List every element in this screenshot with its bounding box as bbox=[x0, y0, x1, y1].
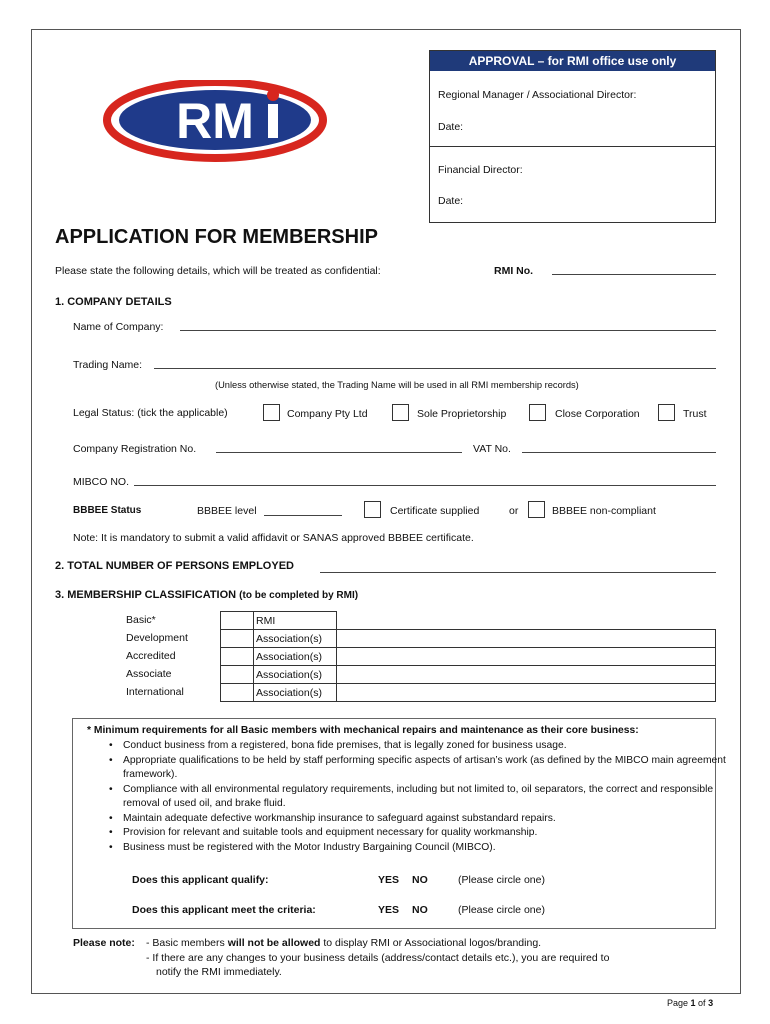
table-row bbox=[221, 648, 716, 666]
class-label-development: Development bbox=[126, 632, 188, 644]
non-compliant-label: BBBEE non-compliant bbox=[552, 505, 656, 517]
bbbee-status-label: BBBEE Status bbox=[73, 505, 142, 516]
class-type-cell: RMI bbox=[254, 612, 337, 630]
bbbee-note: Note: It is mandatory to submit a valid affidavit or SANAS approved BBBEE certificate. bbox=[73, 532, 474, 544]
classification-table bbox=[220, 611, 716, 702]
sole-proprietorship-checkbox[interactable] bbox=[392, 404, 409, 421]
intro-text: Please state the following details, which will be treated as confidential: bbox=[55, 265, 381, 277]
or-label: or bbox=[509, 505, 519, 517]
class-label-associate: Associate bbox=[126, 668, 172, 680]
please-note-line1-a: - Basic members bbox=[146, 937, 228, 949]
section3-heading bbox=[55, 589, 358, 601]
trading-name-note: (Unless otherwise stated, the Trading Name will be used in all RMI membership records) bbox=[215, 380, 579, 390]
table-row bbox=[221, 612, 716, 630]
date-label-1: Date: bbox=[438, 121, 464, 133]
close-corporation-checkbox[interactable] bbox=[529, 404, 546, 421]
please-note-line2: - If there are any changes to your business details (address/contact details etc.), you are required to bbox=[146, 952, 610, 964]
requirements-list bbox=[73, 739, 755, 855]
requirements-heading: * Minimum requirements for all Basic members with mechanical repairs and maintenance as their core business: bbox=[87, 725, 639, 736]
class-tick-cell[interactable] bbox=[221, 648, 254, 666]
close-corporation-label: Close Corporation bbox=[555, 408, 640, 420]
class-detail-cell[interactable] bbox=[337, 630, 716, 648]
qualify-no[interactable]: NO bbox=[412, 874, 428, 886]
criteria-circle-note: (Please circle one) bbox=[458, 904, 545, 916]
trust-label: Trust bbox=[683, 408, 707, 420]
company-pty-checkbox[interactable] bbox=[263, 404, 280, 421]
qualify-yes[interactable]: YES bbox=[378, 874, 400, 886]
criteria-question: Does this applicant meet the criteria: bbox=[132, 904, 316, 916]
criteria-no[interactable]: NO bbox=[412, 904, 428, 916]
persons-employed-field[interactable] bbox=[320, 572, 716, 573]
page-number bbox=[667, 998, 713, 1008]
rmi-logo bbox=[100, 80, 330, 195]
class-detail-cell[interactable] bbox=[337, 612, 716, 630]
rmi-no-label: RMI No. bbox=[494, 265, 534, 277]
certificate-supplied-label: Certificate supplied bbox=[390, 505, 480, 517]
page-word: Page bbox=[667, 998, 691, 1008]
date-label-2: Date: bbox=[438, 195, 464, 207]
section3-heading-suffix: (to be completed by RMI) bbox=[239, 590, 359, 601]
class-type-cell: Association(s) bbox=[254, 666, 337, 684]
approval-header: APPROVAL – for RMI office use only bbox=[430, 51, 715, 71]
vat-no-field[interactable] bbox=[522, 452, 716, 453]
class-tick-cell[interactable] bbox=[221, 666, 254, 684]
trading-name-field[interactable] bbox=[154, 368, 716, 369]
class-detail-cell[interactable] bbox=[337, 684, 716, 702]
sole-proprietorship-label: Sole Proprietorship bbox=[417, 408, 507, 420]
bbbee-level-field[interactable] bbox=[264, 515, 342, 516]
registration-no-field[interactable] bbox=[216, 452, 462, 453]
class-label-basic: Basic* bbox=[126, 614, 156, 626]
table-row bbox=[221, 630, 716, 648]
table-row bbox=[221, 684, 716, 702]
please-note-line1-b: will not be allowed bbox=[227, 937, 321, 949]
financial-director-label: Financial Director: bbox=[438, 164, 523, 176]
registration-no-label: Company Registration No. bbox=[73, 443, 197, 455]
svg-text:RM: RM bbox=[176, 93, 254, 149]
non-compliant-checkbox[interactable] bbox=[528, 501, 545, 518]
page-title: APPLICATION FOR MEMBERSHIP bbox=[55, 226, 378, 248]
legal-status-label: Legal Status: (tick the applicable) bbox=[73, 407, 228, 419]
list-item: • Provision for relevant and suitable tools and equipment necessary for quality workmanship. bbox=[123, 826, 755, 841]
please-note-label: Please note: bbox=[73, 937, 135, 949]
class-label-international: International bbox=[126, 686, 184, 698]
mibco-no-label: MIBCO NO. bbox=[73, 476, 130, 488]
section1-heading: 1. COMPANY DETAILS bbox=[55, 296, 172, 308]
mibco-no-field[interactable] bbox=[134, 485, 716, 486]
approval-divider bbox=[430, 146, 715, 147]
table-row bbox=[221, 666, 716, 684]
rmi-no-field[interactable] bbox=[552, 274, 716, 275]
trust-checkbox[interactable] bbox=[658, 404, 675, 421]
company-name-label: Name of Company: bbox=[73, 321, 164, 333]
list-item: • Compliance with all environmental regulatory requirements, including but not limited to, oil separators, the correct and responsible removal of used oil, and brake fluid. bbox=[123, 783, 755, 812]
list-item: • Maintain adequate defective workmanship insurance to safeguard against substandard repairs. bbox=[123, 812, 755, 827]
please-note-line1 bbox=[146, 937, 541, 949]
class-tick-cell[interactable] bbox=[221, 684, 254, 702]
class-detail-cell[interactable] bbox=[337, 648, 716, 666]
list-item: • Conduct business from a registered, bona fide premises, that is legally zoned for business usage. bbox=[123, 739, 755, 754]
list-item: • Business must be registered with the Motor Industry Bargaining Council (MIBCO). bbox=[123, 841, 755, 856]
section3-heading-text: 3. MEMBERSHIP CLASSIFICATION bbox=[55, 589, 237, 601]
requirements-box bbox=[72, 718, 726, 929]
qualify-question: Does this applicant qualify: bbox=[132, 874, 269, 886]
page-total: 3 bbox=[708, 998, 714, 1008]
class-tick-cell[interactable] bbox=[221, 612, 254, 630]
qualify-circle-note: (Please circle one) bbox=[458, 874, 545, 886]
class-detail-cell[interactable] bbox=[337, 666, 716, 684]
class-type-cell: Association(s) bbox=[254, 630, 337, 648]
section2-heading: 2. TOTAL NUMBER OF PERSONS EMPLOYED bbox=[55, 560, 294, 572]
bbbee-level-label: BBBEE level bbox=[197, 505, 257, 517]
class-type-cell: Association(s) bbox=[254, 648, 337, 666]
page-of: of bbox=[695, 998, 709, 1008]
company-pty-label: Company Pty Ltd bbox=[287, 408, 368, 420]
criteria-yes[interactable]: YES bbox=[378, 904, 400, 916]
class-label-accredited: Accredited bbox=[126, 650, 176, 662]
please-note-line3: notify the RMI immediately. bbox=[156, 966, 282, 978]
please-note-line1-c: to display RMI or Associational logos/branding. bbox=[320, 937, 542, 949]
approval-box bbox=[429, 50, 716, 223]
company-name-field[interactable] bbox=[180, 330, 716, 331]
page-current: 1 bbox=[690, 998, 696, 1008]
vat-no-label: VAT No. bbox=[473, 443, 511, 455]
regional-manager-label: Regional Manager / Associational Director: bbox=[438, 89, 637, 101]
class-tick-cell[interactable] bbox=[221, 630, 254, 648]
class-type-cell: Association(s) bbox=[254, 684, 337, 702]
trading-name-label: Trading Name: bbox=[73, 359, 143, 371]
certificate-supplied-checkbox[interactable] bbox=[364, 501, 381, 518]
list-item: • Appropriate qualifications to be held by staff performing specific aspects of artisan’s work (as defined by the MIBCO main agreement framework). bbox=[123, 754, 755, 783]
